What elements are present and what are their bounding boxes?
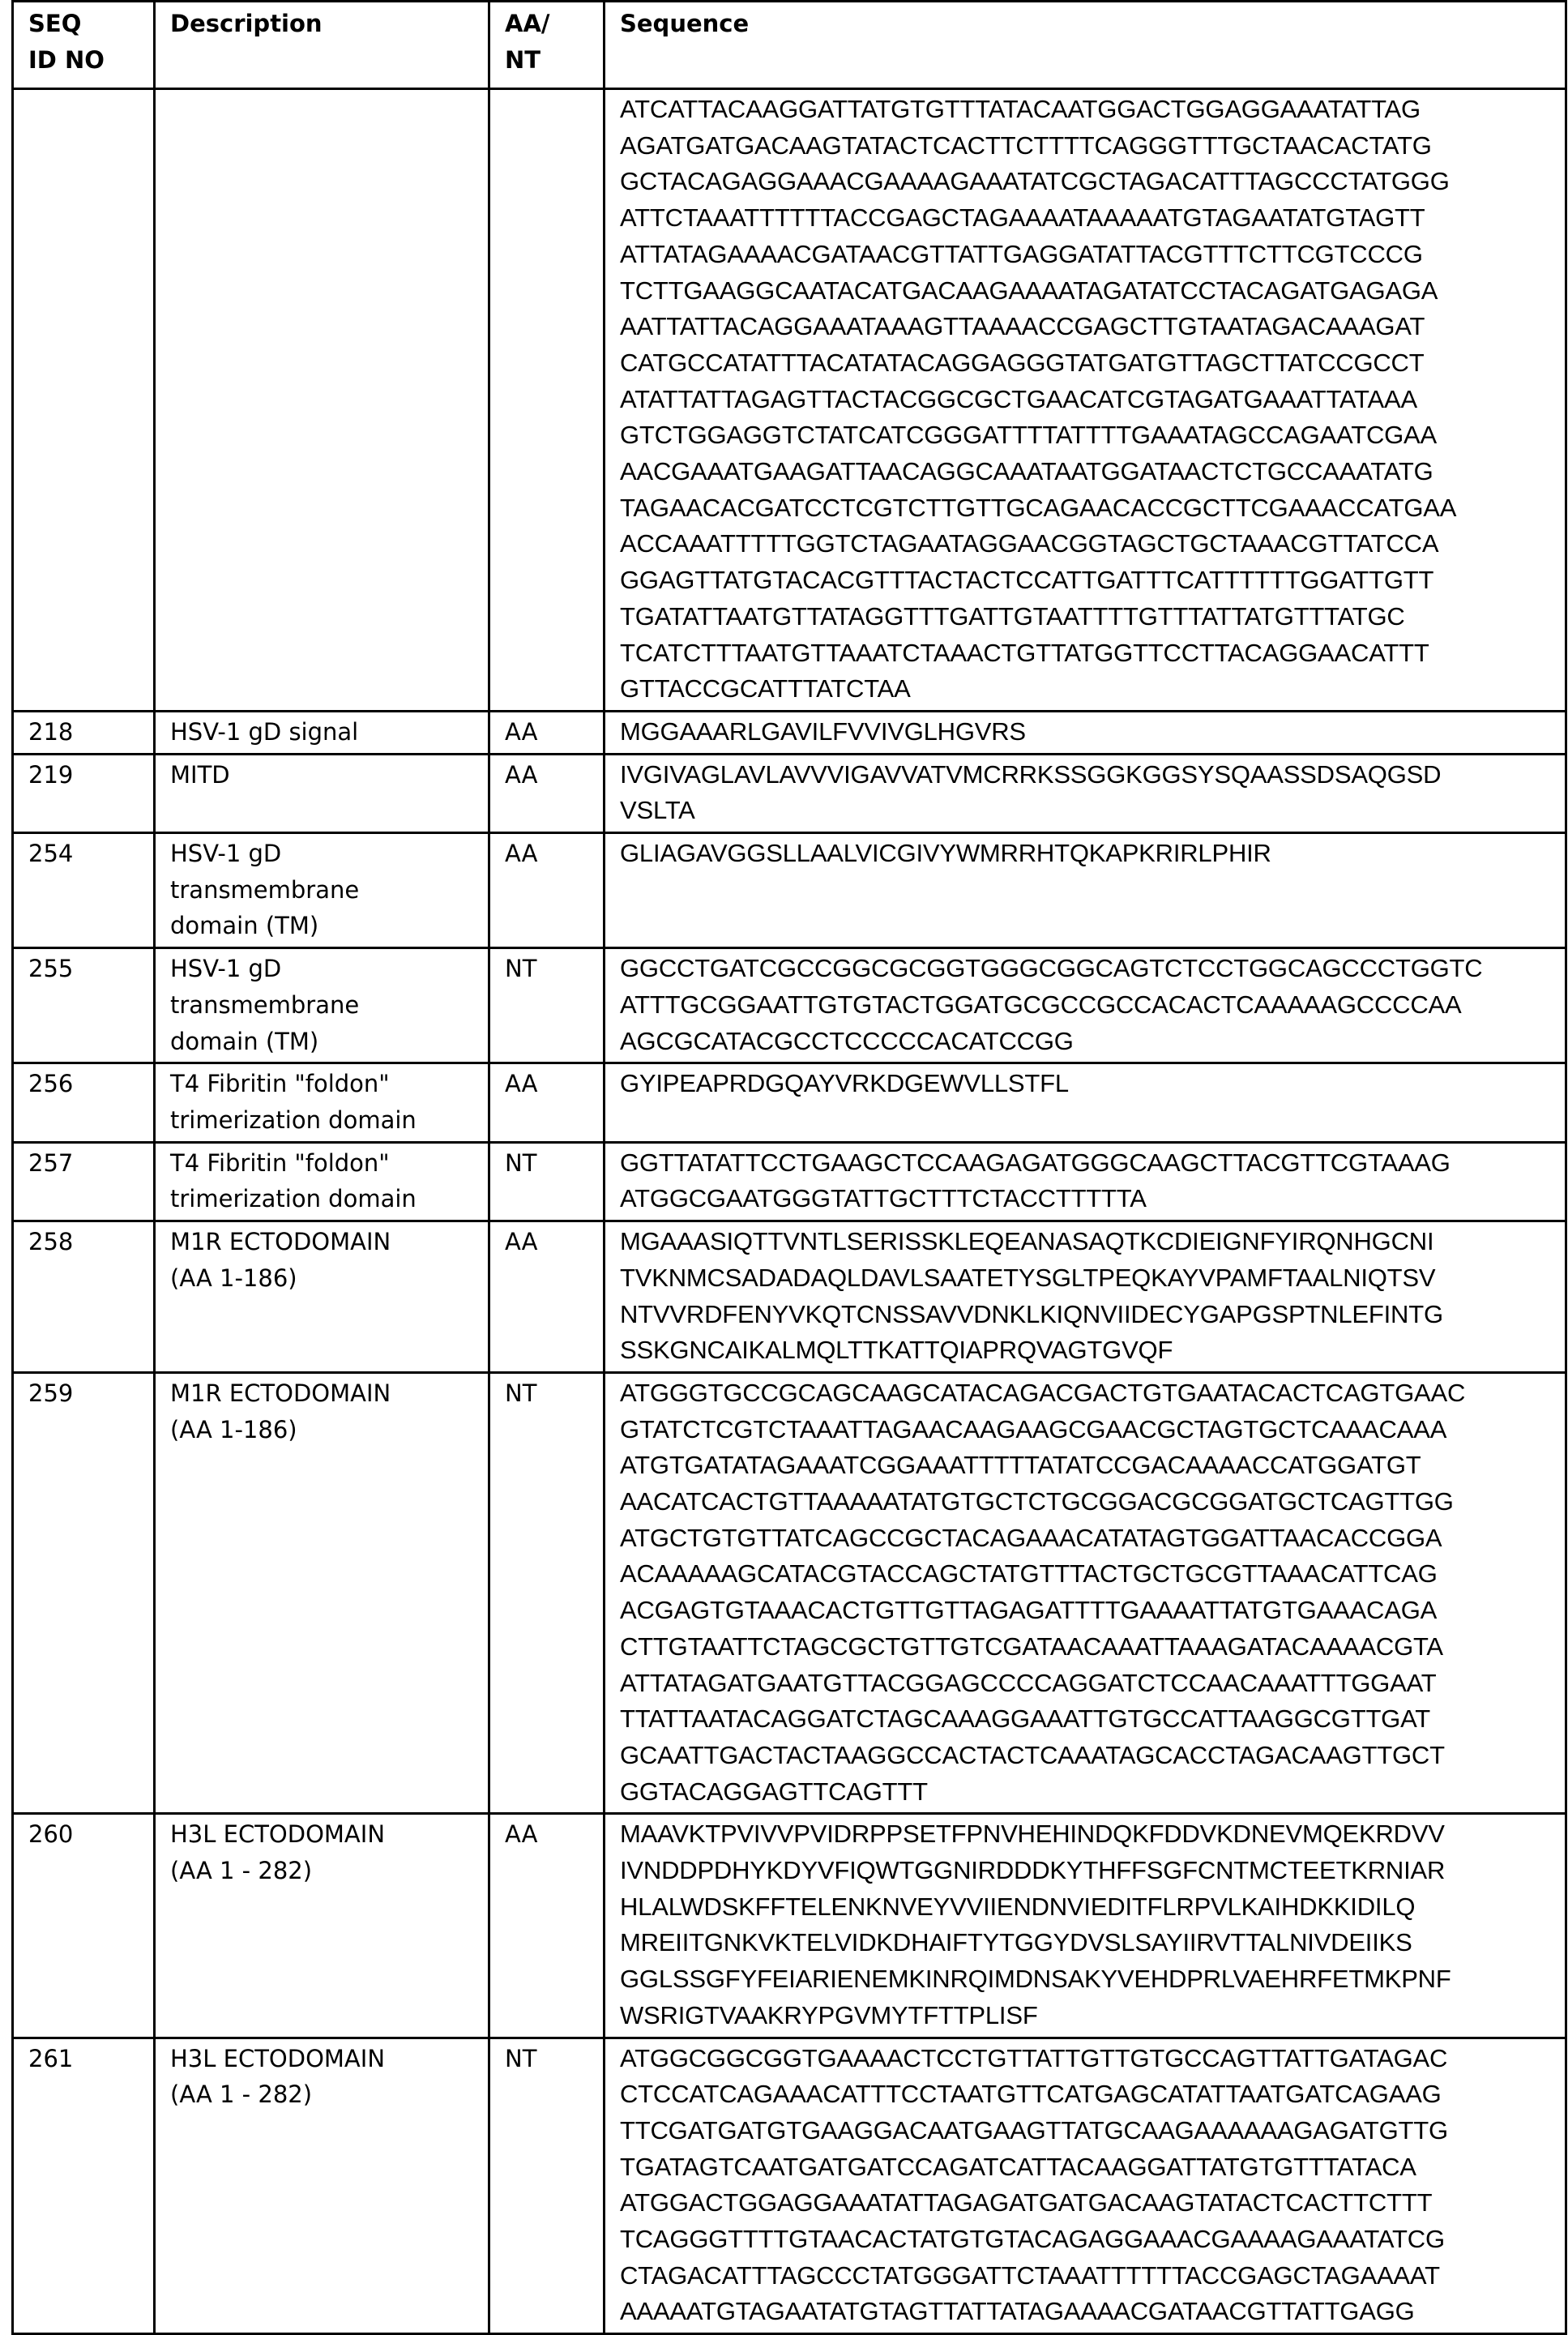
sequence-cell: IVGIVAGLAVLAVVVIGAVVATVMCRRKSSGGKGGSYSQAASSDSAQGSD VSLTA — [605, 754, 1566, 832]
seq-id-cell: 258 — [13, 1221, 155, 1373]
sequence-cell: ATCATTACAAGGATTATGTGTTTATACAATGGACTGGAGGAAATATTAG AGATGATGACAAGTATACTCACTTCTTTTCAGGGTTTGCTAACACTATG GCTACAGAGGAAACGAAAAGAAATATCGCTAGACATTTAGCCCTATGGG ATTCTAAATTTTTTACCGAGCTAGAAAATAAAAATGTAGAATATGTAGTT ATTATAGAAAACGATAACGTTATTGAGGATATTACGTTTCTTCGTCCCG TCTTGAAGGCAATACATGACAAGAAAATAGATATCCTACAGATGAGAGA AATTATTACAGGAAATAAAGTTAAAACCGAGCTTGTAATAGACAAAGAT CATGCCATATTTACATATACAGGAGGGTATGATGTTAGCTTATCCGCCT ATATTATTAGAGTTACTACGGCGCTGAACATCGTAGATGAAATTATAAA GTCTGGAGGTCTATCATCGGGATTTTATTTTGAAATAGCCAGAATCGAA AACGAAATGAAGATTAACAGGCAAATAATGGATAACTCTGCCAAATATG TAGAACACGATCCTCGTCTTGTTGCAGAACACCGCTTCGAAACCATGAA ACCAAATTTTTGGTCTAGAATAGGAACGGTAGCTGCTAAACGTTATCCA GGAGTTATGTACACGTTTACTACTCCATTGATTTCATTTTTTGGATTGTT TGATATTAATGTTATAGGTTTGATTGTAATTTTGTTTATTATGTTTATGC TCATCTTTAATGTTAAATCTAAACTGTTATGGTTCCTTACAGGAACATTT GTTACCGCATTTATCTAA — [605, 89, 1566, 712]
seq-id-cell: 257 — [13, 1142, 155, 1221]
type-cell — [489, 89, 605, 712]
type-cell: AA — [489, 754, 605, 832]
description-cell: H3L ECTODOMAIN (AA 1 - 282) — [155, 2038, 489, 2334]
seq-id-cell — [13, 89, 155, 712]
table-row — [13, 1063, 1566, 1142]
type-cell: AA — [489, 833, 605, 948]
sequence-cell: MGGAAARLGAVILFVVIVGLHGVRS — [605, 711, 1566, 754]
description-cell: T4 Fibritin "foldon" trimerization domain — [155, 1063, 489, 1142]
description-cell: M1R ECTODOMAIN (AA 1-186) — [155, 1372, 489, 1813]
type-cell: AA — [489, 1814, 605, 2038]
sequence-cell: MGAAASIQTTVNTLSERISSKLEQEANASAQTKCDIEIGNFYIRQNHGCNI TVKNMCSADADAQLDAVLSAATETYSGLTPEQKAYVPAMFTAALNIQTSV NTVVRDFENYVKQTCNSSAVVDNKLKIQNVIIDECYGAPGSPTNLEFINTG SSKGNCAIKALMQLTTKATTQIAPRQVAGTGVQF — [605, 1221, 1566, 1373]
header-type: AA/ NT — [489, 2, 605, 89]
header-seq-id: SEQ ID NO — [13, 2, 155, 89]
type-cell: NT — [489, 1142, 605, 1221]
type-cell: NT — [489, 948, 605, 1063]
sequence-cell: GGTTATATTCCTGAAGCTCCAAGAGATGGGCAAGCTTACGTTCGTAAAG ATGGCGAATGGGTATTGCTTTCTACCTTTTTA — [605, 1142, 1566, 1221]
type-cell: NT — [489, 2038, 605, 2334]
seq-id-cell: 254 — [13, 833, 155, 948]
description-cell: MITD — [155, 754, 489, 832]
table-row — [13, 711, 1566, 754]
sequence-cell: ATGGCGGCGGTGAAAACTCCTGTTATTGTTGTGCCAGTTATTGATAGAC CTCCATCAGAAACATTTCCTAATGTTCATGAGCATATTAATGATCAGAAG TTCGATGATGTGAAGGACAATGAAGTTATGCAAGAAAAAAGAGATGTTG TGATAGTCAATGATGATCCAGATCATTACAAGGATTATGTGTTTATACA ATGGACTGGAGGAAATATTAGAGATGATGACAAGTATACTCACTTCTTT TCAGGGTTTTGTAACACTATGTGTACAGAGGAAACGAAAAGAAATATCG CTAGACATTTAGCCCTATGGGATTCTAAATTTTTTACCGAGCTAGAAAAT AAAAATGTAGAATATGTAGTTATTATAGAAAACGATAACGTTATTGAGG — [605, 2038, 1566, 2334]
type-cell: AA — [489, 1221, 605, 1373]
seq-id-cell: 256 — [13, 1063, 155, 1142]
sequence-cell: ATGGGTGCCGCAGCAAGCATACAGACGACTGTGAATACACTCAGTGAAC GTATCTCGTCTAAATTAGAACAAGAAGCGAACGCTAGTGCTCAAACAAA ATGTGATATAGAAATCGGAAATTTTTATATCCGACAAAACCATGGATGT AACATCACTGTTAAAAATATGTGCTCTGCGGACGCGGATGCTCAGTTGG ATGCTGTGTTATCAGCCGCTACAGAAACATATAGTGGATTAACACCGGA ACAAAAAGCATACGTACCAGCTATGTTTACTGCTGCGTTAAACATTCAG ACGAGTGTAAACACTGTTGTTAGAGATTTTGAAAATTATGTGAAACAGA CTTGTAATTCTAGCGCTGTTGTCGATAACAAATTAAAGATACAAAACGTA ATTATAGATGAATGTTACGGAGCCCCAGGATCTCCAACAAATTTGGAAT TTATTAATACAGGATCTAGCAAAGGAAATTGTGCCATTAAGGCGTTGAT GCAATTGACTACTAAGGCCACTACTCAAATAGCACCTAGACAAGTTGCT GGTACAGGAGTTCAGTTT — [605, 1372, 1566, 1813]
table-row — [13, 948, 1566, 1063]
sequence-table — [11, 0, 1567, 2335]
description-cell: HSV-1 gD transmembrane domain (TM) — [155, 833, 489, 948]
header-sequence: Sequence — [605, 2, 1566, 89]
seq-id-cell: 260 — [13, 1814, 155, 2038]
table-row — [13, 754, 1566, 832]
sequence-cell: GYIPEAPRDGQAYVRKDGEWVLLSTFL — [605, 1063, 1566, 1142]
description-cell: T4 Fibritin "foldon" trimerization domain — [155, 1142, 489, 1221]
table-row — [13, 833, 1566, 948]
description-cell: HSV-1 gD signal — [155, 711, 489, 754]
seq-id-cell: 255 — [13, 948, 155, 1063]
type-cell: NT — [489, 1372, 605, 1813]
header-description: Description — [155, 2, 489, 89]
description-cell — [155, 89, 489, 712]
table-row — [13, 89, 1566, 712]
seq-id-cell: 261 — [13, 2038, 155, 2334]
table-row — [13, 1372, 1566, 1813]
table-body — [13, 89, 1566, 2334]
table-header-row — [13, 2, 1566, 89]
type-cell: AA — [489, 1063, 605, 1142]
table-row — [13, 2038, 1566, 2334]
seq-id-cell: 219 — [13, 754, 155, 832]
type-cell: AA — [489, 711, 605, 754]
sequence-cell: GGCCTGATCGCCGGCGCGGTGGGCGGCAGTCTCCTGGCAGCCCTGGTC ATTTGCGGAATTGTGTACTGGATGCGCCGCCACACTCAAAAAGCCCCAA AGCGCATACGCCTCCCCCACATCCGG — [605, 948, 1566, 1063]
table-row — [13, 1814, 1566, 2038]
sequence-cell: GLIAGAVGGSLLAALVICGIVYWMRRHTQKAPKRIRLPHIR — [605, 833, 1566, 948]
description-cell: H3L ECTODOMAIN (AA 1 - 282) — [155, 1814, 489, 2038]
table-row — [13, 1142, 1566, 1221]
description-cell: HSV-1 gD transmembrane domain (TM) — [155, 948, 489, 1063]
seq-id-cell: 218 — [13, 711, 155, 754]
seq-id-cell: 259 — [13, 1372, 155, 1813]
table-row — [13, 1221, 1566, 1373]
description-cell: M1R ECTODOMAIN (AA 1-186) — [155, 1221, 489, 1373]
sequence-cell: MAAVKTPVIVVPVIDRPPSETFPNVHEHINDQKFDDVKDNEVMQEKRDVV IVNDDPDHYKDYVFIQWTGGNIRDDDKYTHFFSGFCNTMCTEETKRNIAR HLALWDSKFFTELENKNVEYVVIIENDNVIEDITFLRPVLKAIHDKKIDILQ MREIITGNKVKTELVIDKDHAIFTYTGGYDVSLSAYIIRVTTALNIVDEIIKS GGLSSGFYFEIARIENEMKINRQIMDNSAKYVEHDPRLVAEHRFETMKPNF WSRIGTVAAKRYPGVMYTFTTPLISF — [605, 1814, 1566, 2038]
